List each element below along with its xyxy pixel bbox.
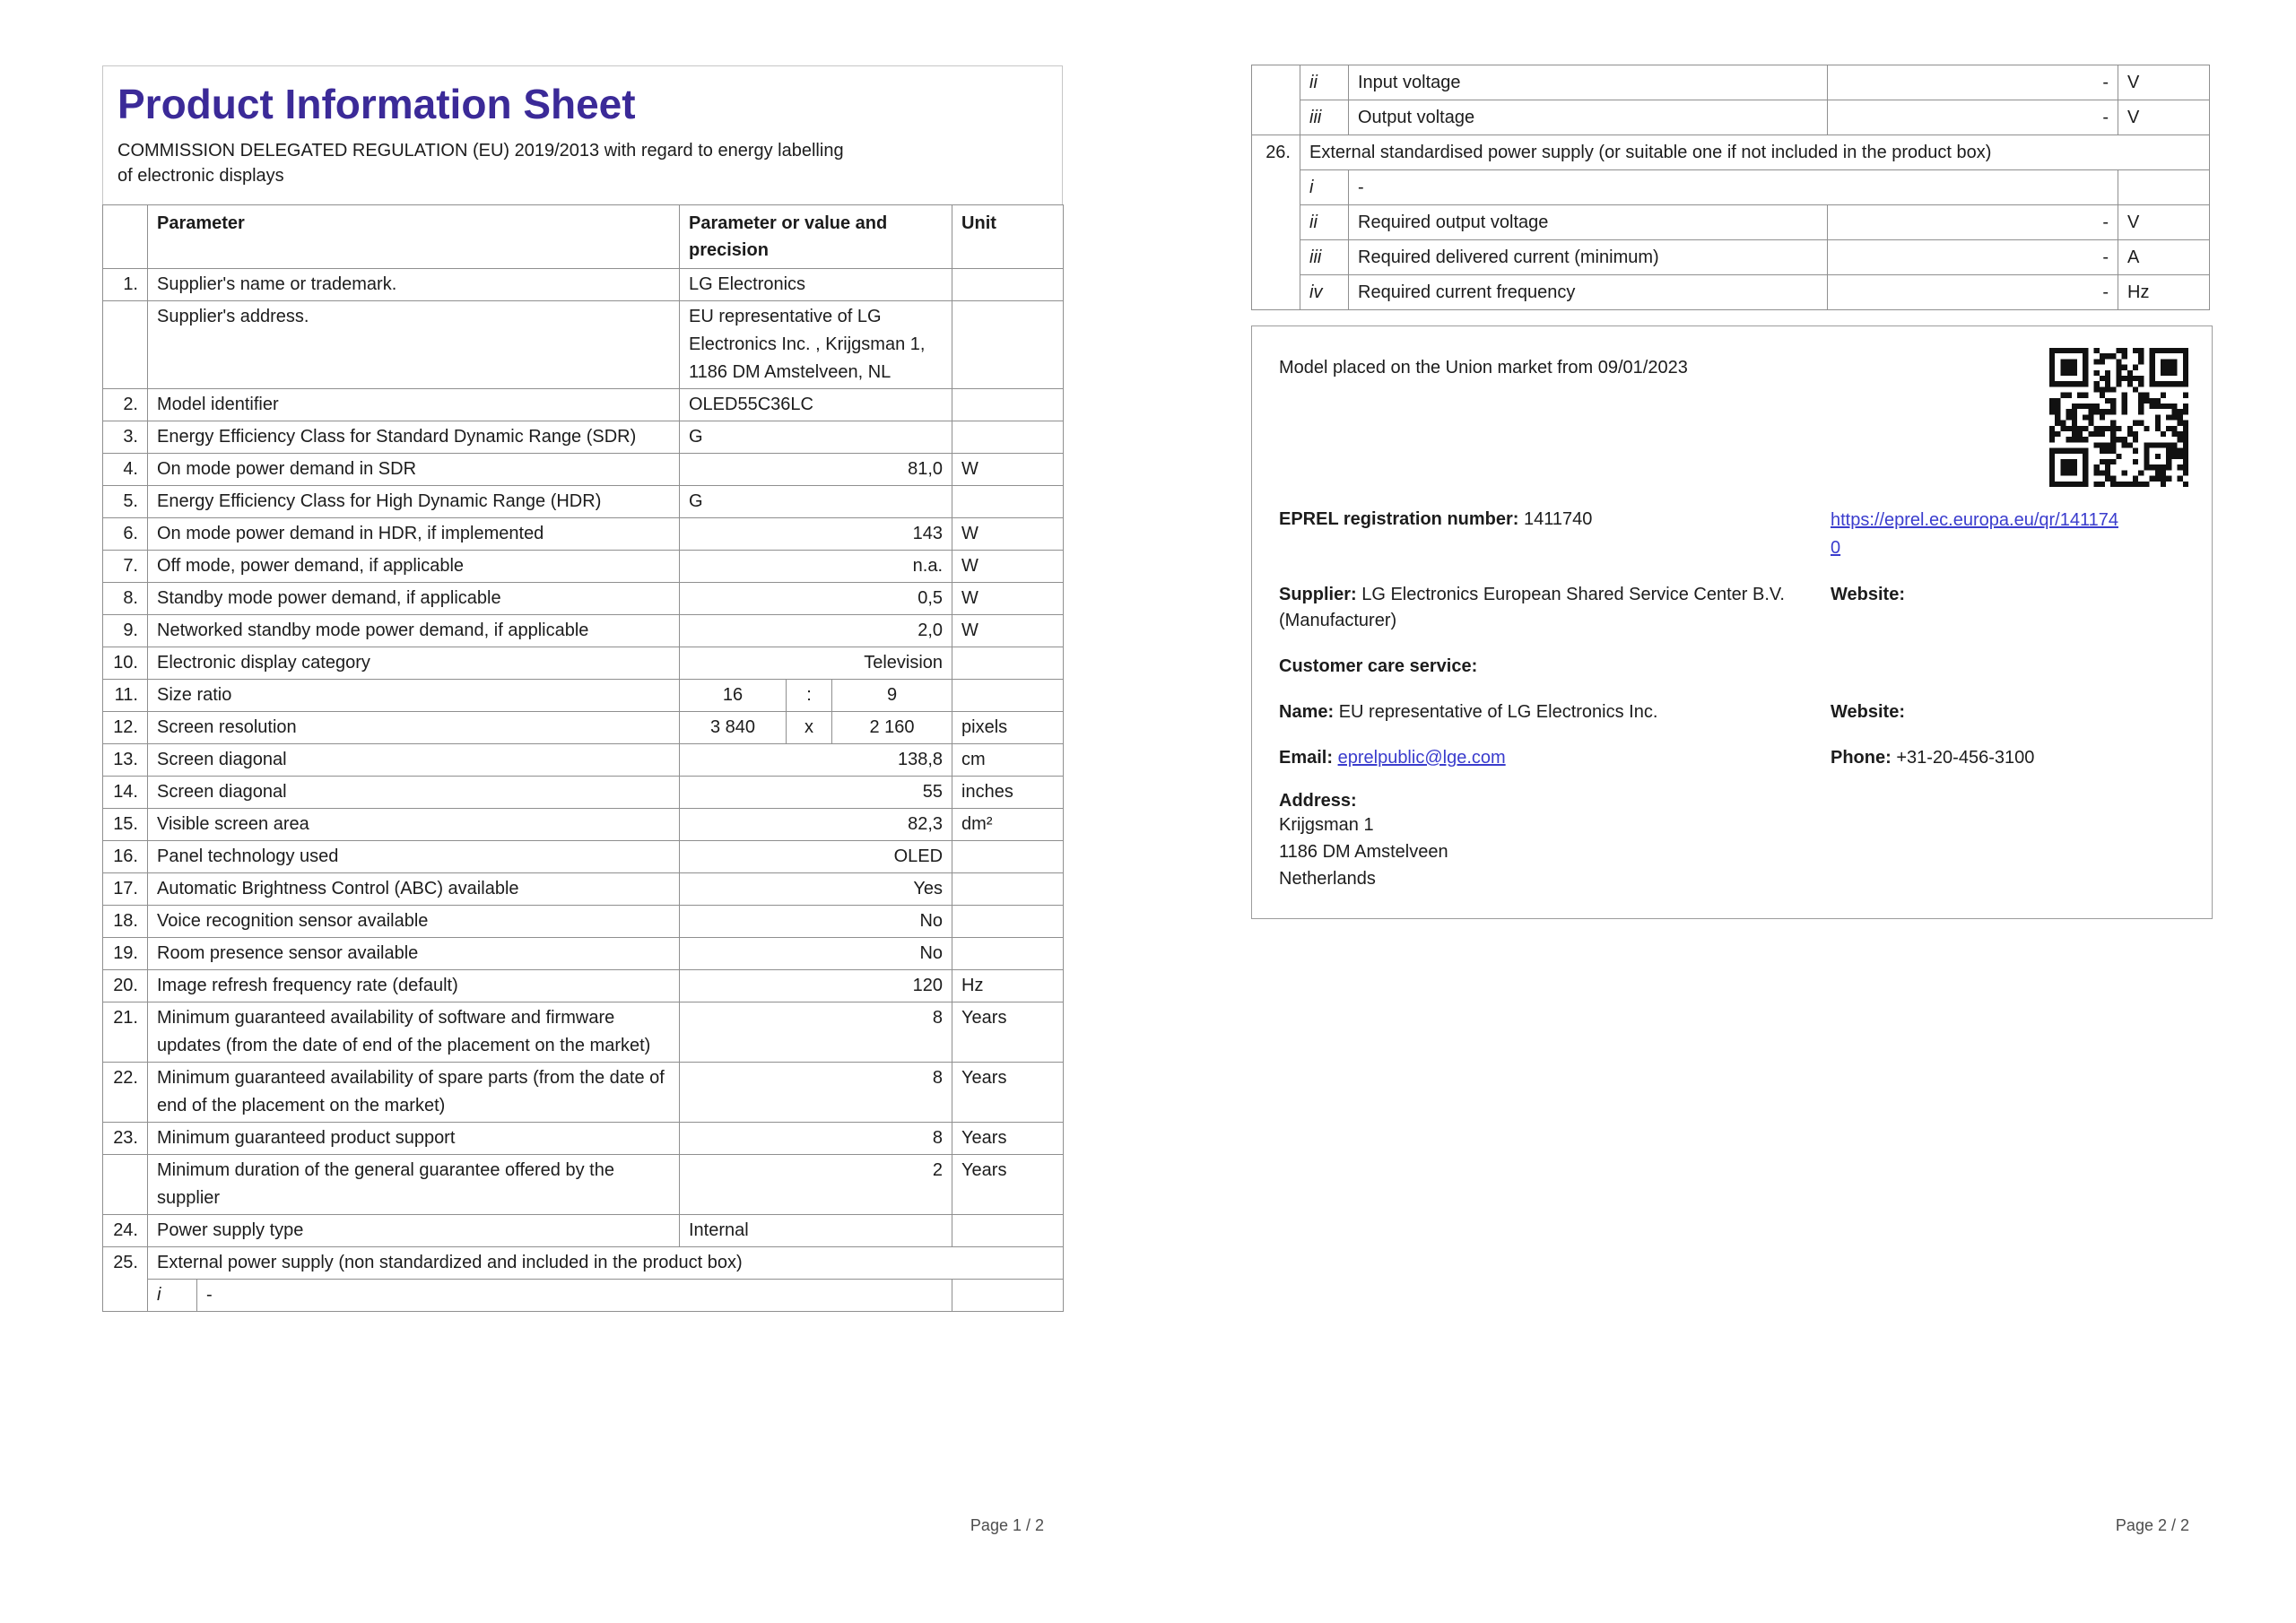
parameter-value: 9 [832, 680, 952, 712]
parameter-label: Required delivered current (minimum) [1349, 240, 1828, 275]
row-number: 3. [103, 421, 148, 454]
parameter-value: 0,5 [680, 583, 952, 615]
table-row [103, 680, 1064, 712]
row-number: 26. [1252, 135, 1300, 310]
parameter-value: 8 [680, 1123, 952, 1155]
page-subtitle: COMMISSION DELEGATED REGULATION (EU) 2019/2013 with regard to energy labelling of electronic displays [117, 141, 844, 186]
phone-line [1831, 745, 2188, 771]
row-number: 1. [103, 269, 148, 301]
parameter-value: - [1349, 170, 2118, 205]
value-separator: x [787, 712, 832, 744]
table-row [103, 744, 1064, 777]
parameter-label: Off mode, power demand, if applicable [148, 551, 680, 583]
unit-value: A [2118, 240, 2210, 275]
unit-value: V [2118, 205, 2210, 240]
parameter-value: 2 [680, 1155, 952, 1215]
row-number: 10. [103, 647, 148, 680]
sub-index: iii [1300, 100, 1349, 135]
header-unit: Unit [952, 205, 1064, 269]
value-separator: : [787, 680, 832, 712]
website-label: Website: [1831, 585, 1905, 604]
table-row [1252, 275, 2210, 310]
unit-value [952, 873, 1064, 906]
parameter-label: Voice recognition sensor available [148, 906, 680, 938]
parameter-value: Television [680, 647, 952, 680]
website-label: Website: [1831, 702, 1905, 722]
unit-value: Years [952, 1155, 1064, 1215]
row-number: 19. [103, 938, 148, 970]
table-row [103, 1215, 1064, 1247]
table-row [103, 809, 1064, 841]
table-row [103, 938, 1064, 970]
unit-value: Years [952, 1002, 1064, 1063]
unit-value: Years [952, 1063, 1064, 1123]
row-number: 7. [103, 551, 148, 583]
parameters-table [102, 204, 1064, 1312]
parameter-label: Screen diagonal [148, 744, 680, 777]
supplier-label: Supplier: [1279, 585, 1357, 604]
parameter-value: No [680, 938, 952, 970]
care-name-line [1279, 699, 1831, 725]
table-row [103, 615, 1064, 647]
table-row [103, 301, 1064, 389]
parameter-value: - [1828, 240, 2118, 275]
unit-value: V [2118, 100, 2210, 135]
unit-value [952, 486, 1064, 518]
unit-value: Hz [952, 970, 1064, 1002]
row-number: 16. [103, 841, 148, 873]
row-number: 2. [103, 389, 148, 421]
row-number [1252, 65, 1300, 135]
table-header-row [103, 205, 1064, 269]
unit-value [952, 841, 1064, 873]
sub-index: ii [1300, 205, 1349, 240]
row-number: 14. [103, 777, 148, 809]
table-row [103, 712, 1064, 744]
unit-value [952, 906, 1064, 938]
parameter-value: G [680, 421, 952, 454]
table-row [103, 970, 1064, 1002]
row-number: 9. [103, 615, 148, 647]
row-number: 11. [103, 680, 148, 712]
unit-value: W [952, 551, 1064, 583]
email-line [1279, 745, 1831, 771]
parameters-table-body [103, 269, 1064, 1312]
table-row [103, 389, 1064, 421]
row-number: 18. [103, 906, 148, 938]
parameter-value: OLED [680, 841, 952, 873]
parameter-value: Internal [680, 1215, 952, 1247]
parameter-value: 2,0 [680, 615, 952, 647]
table-row [1252, 170, 2210, 205]
parameter-label: Screen resolution [148, 712, 680, 744]
table-row [1252, 100, 2210, 135]
unit-value [952, 269, 1064, 301]
sub-index: iii [1300, 240, 1349, 275]
unit-value: inches [952, 777, 1064, 809]
parameters-table-continued [1251, 65, 2210, 310]
table-row [1252, 65, 2210, 100]
row-number: 13. [103, 744, 148, 777]
sub-index: i [148, 1280, 197, 1312]
address-line: 1186 DM Amstelveen [1279, 842, 1448, 862]
sub-index: ii [1300, 65, 1349, 100]
parameter-label: Energy Efficiency Class for Standard Dynamic Range (SDR) [148, 421, 680, 454]
row-number: 6. [103, 518, 148, 551]
page-number: Page 2 / 2 [2115, 1516, 2189, 1534]
row-number: 23. [103, 1123, 148, 1155]
table-row [103, 486, 1064, 518]
unit-value: W [952, 518, 1064, 551]
table-row [103, 841, 1064, 873]
parameter-value: G [680, 486, 952, 518]
table-row [103, 906, 1064, 938]
parameter-label: Panel technology used [148, 841, 680, 873]
parameter-value: 3 840 [680, 712, 787, 744]
unit-value [952, 680, 1064, 712]
table-row [103, 1280, 1064, 1312]
parameter-label: On mode power demand in SDR [148, 454, 680, 486]
qr-code [2049, 348, 2188, 487]
parameter-label: Electronic display category [148, 647, 680, 680]
table-row [103, 873, 1064, 906]
unit-value: dm² [952, 809, 1064, 841]
parameter-value: EU representative of LG Electronics Inc. , Krijgsman 1, 1186 DM Amstelveen, NL [680, 301, 952, 389]
title-box [102, 65, 1063, 205]
care-name: EU representative of LG Electronics Inc. [1338, 702, 1658, 722]
market-date-line: Model placed on the Union market from 09/01/2023 [1279, 358, 1688, 378]
name-label: Name: [1279, 702, 1335, 722]
table-row [103, 269, 1064, 301]
parameter-value: Yes [680, 873, 952, 906]
parameter-label: Input voltage [1349, 65, 1828, 100]
parameter-value: 2 160 [832, 712, 952, 744]
table-row [103, 421, 1064, 454]
eprel-link[interactable]: https://eprel.ec.europa.eu/qr/1411740 [1831, 510, 2118, 558]
parameter-label: Minimum guaranteed availability of spare parts (from the date of end of the placement on the market) [148, 1063, 680, 1123]
email-label: Email: [1279, 748, 1334, 768]
eprel-label: EPREL registration number: [1279, 509, 1519, 529]
parameter-label: Automatic Brightness Control (ABC) available [148, 873, 680, 906]
row-number: 8. [103, 583, 148, 615]
unit-value: W [952, 454, 1064, 486]
unit-value [952, 389, 1064, 421]
row-number: 5. [103, 486, 148, 518]
parameter-label: Output voltage [1349, 100, 1828, 135]
unit-value: Years [952, 1123, 1064, 1155]
unit-value: Hz [2118, 275, 2210, 310]
parameter-label: Image refresh frequency rate (default) [148, 970, 680, 1002]
unit-value: W [952, 583, 1064, 615]
unit-value [952, 938, 1064, 970]
sub-index: iv [1300, 275, 1349, 310]
header-parameter: Parameter [148, 205, 680, 269]
parameter-value: LG Electronics [680, 269, 952, 301]
table-row [1252, 135, 2210, 170]
table-row [103, 1247, 1064, 1280]
page-title: Product Information Sheet [117, 81, 636, 127]
table-row [103, 647, 1064, 680]
parameter-label: Required current frequency [1349, 275, 1828, 310]
unit-value [952, 1215, 1064, 1247]
phone-number: +31-20-456-3100 [1896, 748, 2035, 768]
address-line: Netherlands [1279, 869, 1376, 889]
parameter-value: - [1828, 205, 2118, 240]
parameter-value: - [1828, 65, 2118, 100]
table-row [103, 454, 1064, 486]
parameter-value: 82,3 [680, 809, 952, 841]
parameter-value: OLED55C36LC [680, 389, 952, 421]
parameter-value: 138,8 [680, 744, 952, 777]
parameter-value: 8 [680, 1063, 952, 1123]
unit-value [2118, 170, 2210, 205]
parameter-label: Supplier's address. [148, 301, 680, 389]
row-number [103, 301, 148, 389]
row-number: 22. [103, 1063, 148, 1123]
unit-value [952, 1280, 1064, 1312]
eprel-info-box [1251, 325, 2213, 919]
table-row [103, 1063, 1064, 1123]
row-number: 12. [103, 712, 148, 744]
parameter-label: External standardised power supply (or suitable one if not included in the product box) [1300, 135, 2210, 170]
parameter-label: On mode power demand in HDR, if implemented [148, 518, 680, 551]
parameter-value: 120 [680, 970, 952, 1002]
header-value: Parameter or value and precision [680, 205, 952, 269]
address-line: Krijgsman 1 [1279, 815, 1374, 835]
parameter-value: 55 [680, 777, 952, 809]
parameter-label: Power supply type [148, 1215, 680, 1247]
row-number: 20. [103, 970, 148, 1002]
parameter-value: 8 [680, 1002, 952, 1063]
parameter-label: Minimum guaranteed availability of software and firmware updates (from the date of end of the placement on the market) [148, 1002, 680, 1063]
sub-index: i [1300, 170, 1349, 205]
table-row [103, 518, 1064, 551]
phone-label: Phone: [1831, 748, 1892, 768]
parameter-value: - [197, 1280, 952, 1312]
table-row [103, 777, 1064, 809]
unit-value [952, 647, 1064, 680]
customer-care-label: Customer care service: [1279, 656, 1478, 676]
table-row [103, 1123, 1064, 1155]
parameter-label: External power supply (non standardized and included in the product box) [148, 1247, 1064, 1280]
parameter-value: 81,0 [680, 454, 952, 486]
row-number: 25. [103, 1247, 148, 1312]
parameter-label: Standby mode power demand, if applicable [148, 583, 680, 615]
email-link[interactable]: eprelpublic@lge.com [1337, 748, 1506, 768]
parameter-label: Screen diagonal [148, 777, 680, 809]
row-number: 15. [103, 809, 148, 841]
unit-value [952, 301, 1064, 389]
eprel-number: 1411740 [1524, 509, 1593, 529]
supplier-name: LG Electronics European Shared Service Center B.V. (Manufacturer) [1279, 585, 1785, 630]
row-number: 17. [103, 873, 148, 906]
parameter-label: Size ratio [148, 680, 680, 712]
parameter-label: Minimum guaranteed product support [148, 1123, 680, 1155]
parameter-label: Energy Efficiency Class for High Dynamic Range (HDR) [148, 486, 680, 518]
row-number: 21. [103, 1002, 148, 1063]
table-row [1252, 240, 2210, 275]
parameter-value: - [1828, 275, 2118, 310]
parameters-table-continued-body [1252, 65, 2210, 310]
table-row [103, 583, 1064, 615]
page-2 [1251, 65, 2213, 1534]
unit-value [952, 421, 1064, 454]
parameter-value: 143 [680, 518, 952, 551]
parameter-label: Required output voltage [1349, 205, 1828, 240]
parameter-label: Visible screen area [148, 809, 680, 841]
parameter-label: Minimum duration of the general guarantee offered by the supplier [148, 1155, 680, 1215]
eprel-registration [1279, 507, 1831, 562]
page-1 [102, 65, 1063, 1534]
parameter-label: Room presence sensor available [148, 938, 680, 970]
table-row [103, 1002, 1064, 1063]
parameter-label: Supplier's name or trademark. [148, 269, 680, 301]
unit-value: W [952, 615, 1064, 647]
parameter-label: Networked standby mode power demand, if applicable [148, 615, 680, 647]
table-row [1252, 205, 2210, 240]
row-number [103, 1155, 148, 1215]
row-number: 24. [103, 1215, 148, 1247]
unit-value: cm [952, 744, 1064, 777]
table-row [103, 551, 1064, 583]
parameter-value: - [1828, 100, 2118, 135]
address-label: Address: [1279, 791, 1357, 811]
parameter-value: No [680, 906, 952, 938]
row-number: 4. [103, 454, 148, 486]
table-row [103, 1155, 1064, 1215]
parameter-value: 16 [680, 680, 787, 712]
unit-value: pixels [952, 712, 1064, 744]
parameter-label: Model identifier [148, 389, 680, 421]
page-number: Page 1 / 2 [970, 1516, 1044, 1534]
parameter-value: n.a. [680, 551, 952, 583]
unit-value: V [2118, 65, 2210, 100]
supplier-line [1279, 582, 1831, 634]
header-blank [103, 205, 148, 269]
address-block [1279, 791, 2188, 892]
